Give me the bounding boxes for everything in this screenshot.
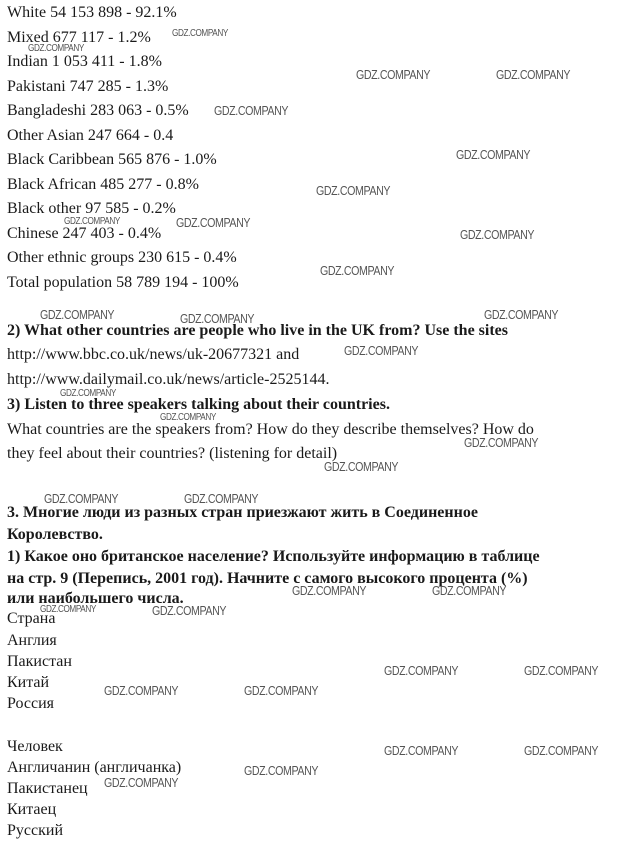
watermark: GDZ.COMPANY xyxy=(214,103,289,118)
watermark: GDZ.COMPANY xyxy=(464,435,539,450)
population-line: Bangladeshi 283 063 - 0.5% xyxy=(7,102,189,119)
watermark: GDZ.COMPANY xyxy=(496,67,571,82)
watermark: GDZ.COMPANY xyxy=(384,663,459,678)
population-line: Other ethnic groups 230 615 - 0.4% xyxy=(7,249,237,266)
watermark: GDZ.COMPANY xyxy=(28,43,84,54)
russian-question: 1) Какое оно британское население? Используйте информацию в таблице xyxy=(7,548,540,565)
people-header: Человек xyxy=(7,738,63,755)
watermark: GDZ.COMPANY xyxy=(184,491,259,506)
watermark: GDZ.COMPANY xyxy=(356,67,431,82)
watermark: GDZ.COMPANY xyxy=(60,388,116,399)
country-header: Страна xyxy=(7,610,56,627)
watermark: GDZ.COMPANY xyxy=(104,683,179,698)
bbc-link[interactable]: http://www.bbc.co.uk/news/uk-20677321 xyxy=(7,346,273,363)
task2-link-line xyxy=(7,346,299,364)
watermark: GDZ.COMPANY xyxy=(384,743,459,758)
population-line: Black African 485 277 - 0.8% xyxy=(7,176,199,193)
population-total: Total population 58 789 194 - 100% xyxy=(7,274,239,291)
country-item: Китай xyxy=(7,674,50,691)
watermark: GDZ.COMPANY xyxy=(180,311,255,326)
population-line: Chinese 247 403 - 0.4% xyxy=(7,225,162,242)
watermark: GDZ.COMPANY xyxy=(484,307,559,322)
watermark: GDZ.COMPANY xyxy=(432,583,507,598)
watermark: GDZ.COMPANY xyxy=(456,147,531,162)
task2-heading: 2) What other countries are people who live in the UK from? Use the sites xyxy=(7,322,508,339)
watermark: GDZ.COMPANY xyxy=(460,227,535,242)
people-item: Китаец xyxy=(7,801,57,818)
task3-body-line: they feel about their countries? (listening for detail) xyxy=(7,445,338,462)
watermark: GDZ.COMPANY xyxy=(344,343,419,358)
watermark: GDZ.COMPANY xyxy=(160,412,216,423)
watermark: GDZ.COMPANY xyxy=(244,683,319,698)
watermark: GDZ.COMPANY xyxy=(244,763,319,778)
country-item: Англия xyxy=(7,632,57,649)
people-item: Русский xyxy=(7,822,63,839)
population-line: Mixed 677 117 - 1.2% xyxy=(7,29,151,46)
country-item: Пакистан xyxy=(7,653,72,670)
russian-heading: Королевство. xyxy=(7,526,103,543)
population-line: Pakistani 747 285 - 1.3% xyxy=(7,78,169,95)
population-line: Indian 1 053 411 - 1.8% xyxy=(7,53,162,70)
watermark: GDZ.COMPANY xyxy=(176,215,251,230)
watermark: GDZ.COMPANY xyxy=(320,263,395,278)
dailymail-link[interactable]: http://www.dailymail.co.uk/news/article-2525144. xyxy=(7,371,330,388)
watermark: GDZ.COMPANY xyxy=(104,775,179,790)
russian-heading: 3. Многие люди из разных стран приезжают жить в Соединенное xyxy=(7,504,478,521)
people-item: Пакистанец xyxy=(7,780,88,797)
watermark: GDZ.COMPANY xyxy=(44,491,119,506)
watermark: GDZ.COMPANY xyxy=(40,604,96,615)
russian-question: или наибольшего числа. xyxy=(7,590,184,607)
watermark: GDZ.COMPANY xyxy=(524,663,599,678)
people-item: Англичанин (англичанка) xyxy=(7,759,182,776)
population-line: Black other 97 585 - 0.2% xyxy=(7,200,176,217)
population-line: Black Caribbean 565 876 - 1.0% xyxy=(7,151,217,168)
watermark: GDZ.COMPANY xyxy=(292,583,367,598)
population-line: Other Asian 247 664 - 0.4 xyxy=(7,127,174,144)
watermark: GDZ.COMPANY xyxy=(64,216,120,227)
watermark: GDZ.COMPANY xyxy=(40,307,115,322)
watermark: GDZ.COMPANY xyxy=(316,183,391,198)
link-connector: and xyxy=(272,346,300,363)
country-item: Россия xyxy=(7,695,55,712)
watermark: GDZ.COMPANY xyxy=(524,743,599,758)
watermark: GDZ.COMPANY xyxy=(152,603,227,618)
watermark: GDZ.COMPANY xyxy=(172,28,228,39)
russian-question: на стр. 9 (Перепись, 2001 год). Начните с самого высокого процента (%) xyxy=(7,570,528,587)
task3-heading: 3) Listen to three speakers talking about their countries. xyxy=(7,396,390,413)
watermark: GDZ.COMPANY xyxy=(324,459,399,474)
task3-body-line: What countries are the speakers from? How do they describe themselves? How do xyxy=(7,421,534,438)
population-line: White 54 153 898 - 92.1% xyxy=(7,4,177,21)
